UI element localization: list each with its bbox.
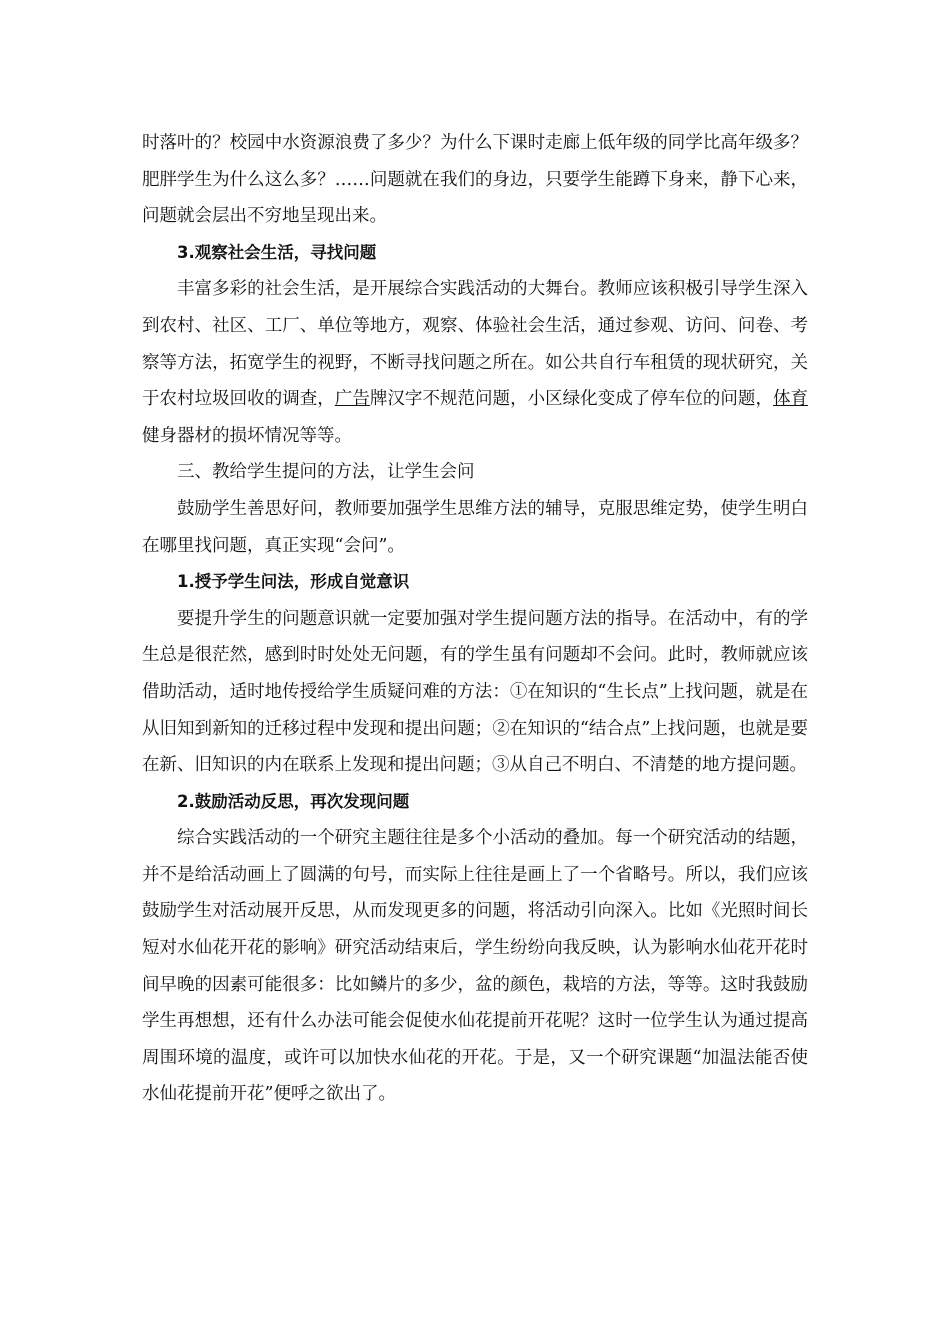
link-advertising[interactable]: 广告 (334, 389, 370, 410)
paragraph-social-life (142, 271, 808, 454)
link-sports[interactable]: 体育 (772, 389, 809, 410)
subheading-teach-question-methods: 1.授予学生问法，形成自觉意识 (177, 572, 410, 592)
document-body (142, 125, 808, 1113)
section-heading-teach-questioning: 三、教给学生提问的方法，让学生会问 (177, 462, 475, 483)
subheading-activity-reflection: 2.鼓励活动反思，再次发现问题 (177, 791, 410, 811)
paragraph-encourage-questions: 鼓励学生善思好问，教师要加强学生思维方法的辅导，克服思维定势，使学生明白在哪里找问题，真正实现“会问”。 (142, 498, 808, 556)
subheading-observe-social-life: 3.观察社会生活，寻找问题 (177, 242, 377, 262)
paragraph-activity-reflection: 综合实践活动的一个研究主题往往是多个小活动的叠加。每一个研究活动的结题，并不是给活动画上了圆满的句号，而实际上往往是画上了一个省略号。所以，我们应该鼓励学生对活动展开反思，从而发现更多的问题，将活动引向深入。比如《光照时间长短对水仙花开花的影响》研究活动结束后，学生纷纷向我反映，认为影响水仙花开花时间早晚的因素可能很多：比如鳞片的多少，盆的颜色，栽培的方法，等等。这时我鼓励学生再想想，还有什么办法可能会促使水仙花提前开花呢？这时一位学生认为通过提高周围环境的温度，或许可以加快水仙花的开花。于是，又一个研究课题“加温法能否使水仙花提前开花”便呼之欲出了。 (142, 828, 808, 1105)
paragraph-text: 丰富多彩的社会生活，是开展综合实践活动的大舞台。教师应该积极引导学生深入到农村、社区、工厂、单位等地方，观察、体验社会生活，通过参观、访问、问卷、考察等方法，拓宽学生的视野，不断寻找问题之所在。如公共自行车租赁的现状研究，关于农村垃圾回收的调查， (142, 279, 808, 410)
paragraph-continuation: 时落叶的？校园中水资源浪费了多少？为什么下课时走廊上低年级的同学比高年级多？肥胖学生为什么这么多？……问题就在我们的身边，只要学生能蹲下身来，静下心来，问题就会层出不穷地呈现出来。 (142, 133, 808, 227)
paragraph-text: 牌汉字不规范问题，小区绿化变成了停车位的问题， (369, 389, 773, 410)
paragraph-question-methods: 要提升学生的问题意识就一定要加强对学生提问题方法的指导。在活动中，有的学生总是很茫然，感到时时处处无问题，有的学生虽有问题却不会问。此时，教师就应该借助活动，适时地传授给学生质疑问难的方法：①在知识的“生长点”上找问题，就是在从旧知到新知的迁移过程中发现和提出问题；②在知识的“结合点”上找问题，也就是要在新、旧知识的内在联系上发现和提出问题；③从自己不明白、不清楚的地方提问题。 (142, 608, 808, 776)
paragraph-text: 健身器材的损坏情况等等。 (142, 425, 352, 446)
